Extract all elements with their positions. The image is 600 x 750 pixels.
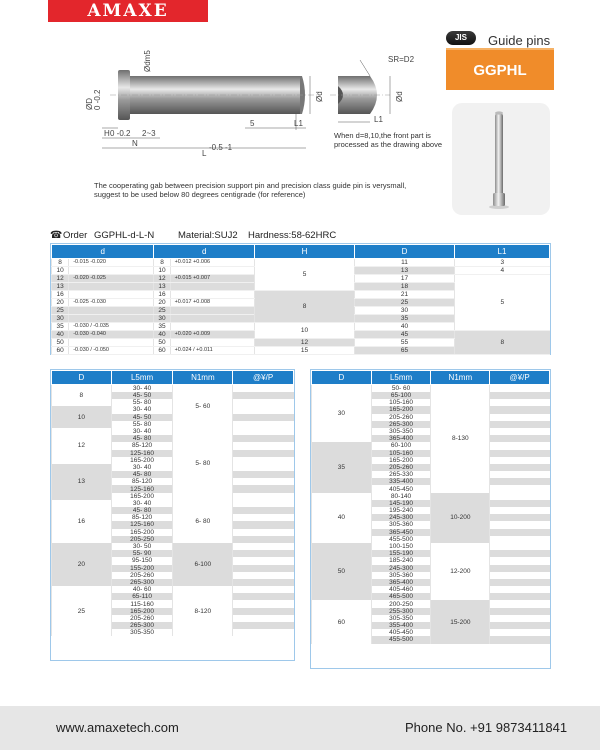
price-cell xyxy=(490,485,550,492)
price-cell xyxy=(490,428,550,435)
price-cell xyxy=(490,414,550,421)
hole-d: 20 xyxy=(154,299,170,307)
L-range: 165-200 xyxy=(371,406,431,413)
price-cell xyxy=(490,507,550,514)
table-row xyxy=(312,442,550,449)
dim-N: N xyxy=(132,139,138,148)
front-note-line-2: processed as the drawing above xyxy=(334,140,442,149)
table-row xyxy=(312,493,550,500)
dim-angle: 5 xyxy=(250,119,255,128)
L-range: 50- 60 xyxy=(371,385,431,393)
price-cell xyxy=(233,392,294,399)
hole-d: 16 xyxy=(154,291,170,299)
col-L: L5mm xyxy=(371,371,431,385)
N-range: 15-200 xyxy=(431,600,490,643)
price-cell xyxy=(490,521,550,528)
order-material: Material:SUJ2 xyxy=(178,230,238,241)
price-cell xyxy=(233,608,294,615)
col-N: N1mm xyxy=(173,371,233,385)
dimension-table xyxy=(50,243,551,355)
L-range: 195-240 xyxy=(371,507,431,514)
price-cell xyxy=(233,478,294,485)
shaft-d: 8 xyxy=(52,259,69,267)
hole-d: 25 xyxy=(154,307,170,315)
table-row xyxy=(52,586,294,593)
price-cell xyxy=(233,529,294,536)
N-range: 5- 80 xyxy=(173,428,233,500)
price-cell xyxy=(233,464,294,471)
D-value: 30 xyxy=(355,307,455,315)
hole-tolerance: +0.012 +0.006 xyxy=(170,259,254,267)
D-value: 11 xyxy=(355,259,455,267)
L-range: 55- 80 xyxy=(111,421,173,428)
price-cell xyxy=(233,493,294,500)
L-range: 365-400 xyxy=(371,579,431,586)
product-code-badge: GGPHL xyxy=(446,48,554,90)
N-range: 12-200 xyxy=(431,543,490,601)
price-cell xyxy=(490,471,550,478)
L-range: 30- 40 xyxy=(111,385,173,393)
price-cell xyxy=(233,399,294,406)
order-code: GGPHL-d-L-N xyxy=(94,230,155,241)
L-range: 45- 80 xyxy=(111,507,173,514)
N-range: 6- 80 xyxy=(173,500,233,543)
L-range: 80-140 xyxy=(371,493,431,500)
L-range: 55- 90 xyxy=(111,550,173,557)
price-cell xyxy=(233,406,294,413)
D-value: 13 xyxy=(52,464,112,500)
table-row xyxy=(52,385,294,393)
L-range: 60-100 xyxy=(371,442,431,449)
hole-d: 13 xyxy=(154,283,170,291)
hole-d: 12 xyxy=(154,275,170,283)
L-range: 155-190 xyxy=(371,550,431,557)
D-value: 8 xyxy=(52,385,112,407)
price-cell xyxy=(490,636,550,643)
shaft-tolerance: -0.015 -0.020 xyxy=(69,259,154,267)
hole-tolerance xyxy=(170,283,254,291)
footer xyxy=(0,706,600,750)
shaft-tolerance: -0.020 -0.025 xyxy=(69,275,154,283)
L-range: 305-350 xyxy=(111,629,173,636)
hole-d: 30 xyxy=(154,315,170,323)
front-note-line-1: When d=8,10,the front part is xyxy=(334,131,431,140)
table-row xyxy=(52,259,550,267)
L-range: 265-300 xyxy=(371,421,431,428)
L-range: 455-500 xyxy=(371,536,431,543)
L-range: 205-250 xyxy=(111,536,173,543)
dim-dm5: Ødm5 xyxy=(143,50,152,72)
hole-tolerance: +0.020 +0.009 xyxy=(170,331,254,339)
hole-tolerance xyxy=(170,267,254,275)
price-cell xyxy=(490,536,550,543)
shaft-tolerance xyxy=(69,283,154,291)
shaft-d: 30 xyxy=(52,315,69,323)
L-range: 95-150 xyxy=(111,557,173,564)
hole-tolerance xyxy=(170,339,254,347)
L-range: 405-460 xyxy=(371,586,431,593)
price-cell xyxy=(490,600,550,607)
price-cell xyxy=(490,622,550,629)
price-cell xyxy=(233,514,294,521)
price-cell xyxy=(490,529,550,536)
L-range: 305-350 xyxy=(371,428,431,435)
note-line-2: suggest to be used below 80 degrees centigrade (for reference) xyxy=(94,190,306,199)
price-cell xyxy=(490,572,550,579)
H-value: 10 xyxy=(255,323,355,339)
price-table-left xyxy=(50,369,295,661)
D-value: 25 xyxy=(355,299,455,307)
price-cell xyxy=(233,586,294,593)
L-range: 305-350 xyxy=(371,615,431,622)
hole-d: 60 xyxy=(154,347,170,355)
price-cell xyxy=(233,385,294,393)
price-cell xyxy=(233,543,294,550)
table-row xyxy=(312,600,550,607)
shaft-d: 10 xyxy=(52,267,69,275)
price-cell xyxy=(233,622,294,629)
L-range: 145-190 xyxy=(371,500,431,507)
hole-tolerance: +0.024 / +0.011 xyxy=(170,347,254,355)
shaft-tolerance xyxy=(69,339,154,347)
price-cell xyxy=(490,392,550,399)
shaft-tolerance xyxy=(69,315,154,323)
price-cell xyxy=(233,615,294,622)
H-value: 8 xyxy=(255,291,355,323)
note-line-1: The cooperating gab between precision support pin and precision class guide pin is verysmall, xyxy=(94,181,407,190)
price-cell xyxy=(233,629,294,636)
L1-value: 4 xyxy=(455,267,550,275)
dim-d: Ød xyxy=(315,91,324,102)
H-value: 12 xyxy=(255,339,355,347)
price-cell xyxy=(233,507,294,514)
table-row xyxy=(312,385,550,393)
dim-L-tol: -0.5 -1 xyxy=(209,143,233,152)
col-D: D xyxy=(52,371,112,385)
D-value: 35 xyxy=(312,442,372,492)
L-range: 365-400 xyxy=(371,435,431,442)
N-range: 8-130 xyxy=(431,385,490,493)
col-price: @¥/P xyxy=(233,371,294,385)
price-cell xyxy=(233,428,294,435)
L-range: 125-160 xyxy=(111,450,173,457)
L-range: 265-330 xyxy=(371,471,431,478)
phone-icon: ☎ xyxy=(50,230,63,241)
guide-pin-image xyxy=(452,103,550,215)
L1-value: 5 xyxy=(455,275,550,331)
hole-tolerance: +0.017 +0.008 xyxy=(170,299,254,307)
L-range: 355-400 xyxy=(371,622,431,629)
hole-d: 8 xyxy=(154,259,170,267)
L-range: 85-120 xyxy=(111,442,173,449)
price-cell xyxy=(490,406,550,413)
price-cell xyxy=(233,593,294,600)
price-cell xyxy=(233,414,294,421)
price-cell xyxy=(490,608,550,615)
col-D: D xyxy=(312,371,372,385)
price-cell xyxy=(233,565,294,572)
L-range: 205-260 xyxy=(371,464,431,471)
price-cell xyxy=(490,478,550,485)
table-row xyxy=(52,464,294,471)
L-range: 365-450 xyxy=(371,529,431,536)
col-D: D xyxy=(355,245,455,259)
shaft-tolerance xyxy=(69,267,154,275)
D-value: 40 xyxy=(312,493,372,543)
L-range: 205-260 xyxy=(111,615,173,622)
L-range: 205-260 xyxy=(111,572,173,579)
price-cell xyxy=(490,385,550,393)
L-range: 65-110 xyxy=(111,593,173,600)
L-range: 105-160 xyxy=(371,399,431,406)
N-range: 8-120 xyxy=(173,586,233,636)
price-cell xyxy=(233,485,294,492)
technical-drawing xyxy=(70,40,450,170)
price-cell xyxy=(233,457,294,464)
price-cell xyxy=(233,600,294,607)
price-cell xyxy=(233,471,294,478)
hole-d: 35 xyxy=(154,323,170,331)
N-range: 6-100 xyxy=(173,543,233,586)
shaft-tolerance: -0.030 / -0.050 xyxy=(69,347,154,355)
L-range: 30- 40 xyxy=(111,500,173,507)
L-range: 245-300 xyxy=(371,565,431,572)
price-cell xyxy=(490,615,550,622)
price-cell xyxy=(490,450,550,457)
D-value: 21 xyxy=(355,291,455,299)
shaft-tolerance: -0.030 -0.040 xyxy=(69,331,154,339)
L-range: 45- 80 xyxy=(111,471,173,478)
price-cell xyxy=(233,450,294,457)
L-range: 335-400 xyxy=(371,478,431,485)
price-cell xyxy=(490,464,550,471)
L-range: 465-500 xyxy=(371,593,431,600)
jis-badge: JIS xyxy=(446,31,476,45)
shaft-tolerance xyxy=(69,307,154,315)
L-range: 85-120 xyxy=(111,478,173,485)
L-range: 30- 40 xyxy=(111,428,173,435)
price-cell xyxy=(490,593,550,600)
col-price: @¥/P xyxy=(490,371,550,385)
price-cell xyxy=(233,536,294,543)
shaft-d: 16 xyxy=(52,291,69,299)
price-cell xyxy=(233,442,294,449)
L1-value: 8 xyxy=(455,331,550,355)
hole-d: 40 xyxy=(154,331,170,339)
price-cell xyxy=(490,435,550,442)
L-range: 45- 50 xyxy=(111,392,173,399)
price-table-right xyxy=(310,369,551,669)
L-range: 245-300 xyxy=(371,514,431,521)
table-row xyxy=(312,543,550,550)
D-value: 13 xyxy=(355,267,455,275)
col-L: L5mm xyxy=(111,371,173,385)
shaft-tolerance: -0.025 -0.030 xyxy=(69,299,154,307)
col-H: H xyxy=(255,245,355,259)
hole-tolerance: +0.015 +0.007 xyxy=(170,275,254,283)
L-range: 165-200 xyxy=(111,608,173,615)
L-range: 165-200 xyxy=(371,457,431,464)
L-range: 265-300 xyxy=(111,622,173,629)
price-cell xyxy=(490,514,550,521)
L-range: 305-360 xyxy=(371,572,431,579)
L-range: 30- 50 xyxy=(111,543,173,550)
product-category-title: Guide pins xyxy=(488,33,551,48)
price-cell xyxy=(490,550,550,557)
brand-logo xyxy=(48,0,208,22)
price-cell xyxy=(490,629,550,636)
price-cell xyxy=(490,442,550,449)
website-link[interactable]: www.amaxetech.com xyxy=(56,720,179,735)
hole-d: 50 xyxy=(154,339,170,347)
L-range: 200-250 xyxy=(371,600,431,607)
price-cell xyxy=(233,500,294,507)
L-range: 45- 80 xyxy=(111,435,173,442)
shaft-d: 40 xyxy=(52,331,69,339)
H-value: 15 xyxy=(255,347,355,355)
L-range: 30- 40 xyxy=(111,464,173,471)
L-range: 100-150 xyxy=(371,543,431,550)
D-value: 65 xyxy=(355,347,455,355)
L-range: 115-160 xyxy=(111,600,173,607)
D-value: 50 xyxy=(312,543,372,601)
shaft-d: 25 xyxy=(52,307,69,315)
table-row xyxy=(52,406,294,413)
D-value: 30 xyxy=(312,385,372,443)
shaft-d: 60 xyxy=(52,347,69,355)
L-range: 105-160 xyxy=(371,450,431,457)
L-range: 55- 80 xyxy=(111,399,173,406)
col-d-shaft: d xyxy=(52,245,154,259)
table-row xyxy=(52,500,294,507)
L-range: 405-450 xyxy=(371,629,431,636)
price-cell xyxy=(233,521,294,528)
col-d-hole: d xyxy=(154,245,255,259)
price-cell xyxy=(490,543,550,550)
hole-d: 10 xyxy=(154,267,170,275)
price-cell xyxy=(490,500,550,507)
dim-D-tol: 0 -0.2 xyxy=(93,89,102,110)
L-range: 405-450 xyxy=(371,485,431,492)
phone-number[interactable]: Phone No. +91 9873411841 xyxy=(405,720,568,735)
shaft-d: 35 xyxy=(52,323,69,331)
order-hardness: Hardness:58-62HRC xyxy=(248,230,337,241)
L-range: 205-260 xyxy=(371,414,431,421)
price-cell xyxy=(490,565,550,572)
price-cell xyxy=(233,579,294,586)
brand-name: AMAXE xyxy=(87,1,169,21)
D-value: 12 xyxy=(52,428,112,464)
shaft-d: 50 xyxy=(52,339,69,347)
dim-L1-front: L1 xyxy=(374,115,383,124)
price-cell xyxy=(490,586,550,593)
hole-tolerance xyxy=(170,315,254,323)
L-range: 45- 50 xyxy=(111,414,173,421)
price-cell xyxy=(233,550,294,557)
price-cell xyxy=(490,579,550,586)
dim-L1: L1 xyxy=(294,119,303,128)
N-range: 10-200 xyxy=(431,493,490,543)
L-range: 155-200 xyxy=(111,565,173,572)
D-value: 55 xyxy=(355,339,455,347)
L-range: 165-200 xyxy=(111,493,173,500)
price-cell xyxy=(233,435,294,442)
price-cell xyxy=(490,457,550,464)
D-value: 17 xyxy=(355,275,455,283)
L-range: 305-360 xyxy=(371,521,431,528)
dim-d-front: Ød xyxy=(395,91,404,102)
shaft-tolerance xyxy=(69,291,154,299)
L-range: 65-100 xyxy=(371,392,431,399)
price-cell xyxy=(490,399,550,406)
shaft-d: 13 xyxy=(52,283,69,291)
L-range: 125-160 xyxy=(111,485,173,492)
price-cell xyxy=(490,421,550,428)
D-value: 16 xyxy=(52,500,112,543)
D-value: 10 xyxy=(52,406,112,428)
dim-H-tol: 0 -0.2 xyxy=(110,129,131,138)
table-row xyxy=(52,543,294,550)
shaft-d: 12 xyxy=(52,275,69,283)
D-value: 20 xyxy=(52,543,112,586)
L-range: 165-200 xyxy=(111,529,173,536)
shaft-tolerance: -0.030 / -0.035 xyxy=(69,323,154,331)
L-range: 255-300 xyxy=(371,608,431,615)
hole-tolerance xyxy=(170,291,254,299)
D-value: 40 xyxy=(355,323,455,331)
L-range: 40- 60 xyxy=(111,586,173,593)
D-value: 60 xyxy=(312,600,372,643)
guide-pin-photo xyxy=(452,103,550,215)
price-cell xyxy=(490,557,550,564)
D-value: 45 xyxy=(355,331,455,339)
L-range: 85-120 xyxy=(111,514,173,521)
D-value: 18 xyxy=(355,283,455,291)
hole-tolerance xyxy=(170,307,254,315)
dim-H: H xyxy=(104,129,110,138)
L-range: 165-200 xyxy=(111,457,173,464)
order-label: Order xyxy=(63,230,88,241)
price-cell xyxy=(233,572,294,579)
L-range: 125-160 xyxy=(111,521,173,528)
price-cell xyxy=(233,421,294,428)
col-L1: L1 xyxy=(455,245,550,259)
shaft-d: 20 xyxy=(52,299,69,307)
dim-sr: SR=D2 xyxy=(388,55,415,64)
N-range: 5- 60 xyxy=(173,385,233,428)
table-row xyxy=(52,428,294,435)
H-value: 5 xyxy=(255,259,355,291)
L-range: 265-300 xyxy=(111,579,173,586)
dim-chamfer: 2~3 xyxy=(142,129,156,138)
hole-tolerance xyxy=(170,323,254,331)
price-cell xyxy=(233,557,294,564)
D-value: 35 xyxy=(355,315,455,323)
col-N: N1mm xyxy=(431,371,490,385)
dim-L: L xyxy=(202,149,207,158)
dim-D: ØD xyxy=(85,98,94,110)
L1-value: 3 xyxy=(455,259,550,267)
L-range: 185-240 xyxy=(371,557,431,564)
L-range: 30- 40 xyxy=(111,406,173,413)
L-range: 455-500 xyxy=(371,636,431,643)
D-value: 25 xyxy=(52,586,112,636)
price-cell xyxy=(490,493,550,500)
